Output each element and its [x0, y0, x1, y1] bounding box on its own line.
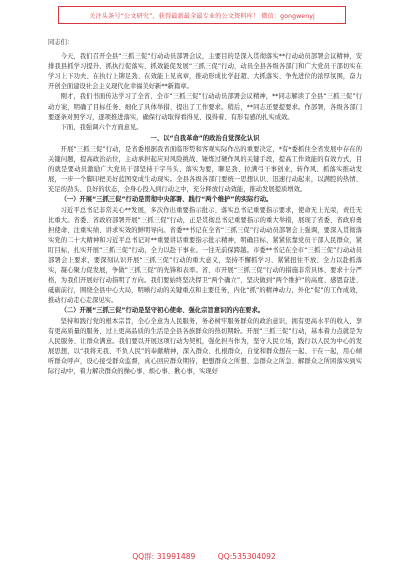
subsection-1-paragraph: 习近平总书记非常关心**发展，多次作出重要指示批示、落实总书记重要指示要求，使命无上光荣，责任无比重大。省委、省政府部署开展“三抓三促”行动，正是贯彻总书记重要指示的重大举措，展现了省委、省政府勇担使命、注重实绩、讲求实效的鲜明导向。省委**书记在全省“三抓三促”行动动员部署会上强调，要深入贯彻落实党的二十大精神和习近平总书记对**重要讲话重要指示批示精神，明确目标、紧紧依靠党员干部人民群众，紧盯目标，扎实开展“三抓三促”行动，全力以赴干事业。一往无前保跨越。市委**书记在全市“三抓三促”行动动员部署会上要求，要深刻认识开展“三抓三促”行动的重大意义，坚持不懈抓学习、紧紧扭住不放、全力以赴抓落实，凝心聚力促发展，争做“三抓三促”的先锋和表率。省、市开展“三抓三促”行动的措施非常具体、要求十分严格，为我们开展好行动指明了方向。我们要始终坚决捍卫“两个确立”、坚决做到“两个维护”的高度、感恩奋进、砥砺前行，围绕全县中心大局，明晰行动的关键重点和主要任务，内化“抓”的精神动力，外化“促”的工作成效，推动行动走心走深见实。 [48, 206, 362, 305]
subsection-title-2: （二）开展“三抓三促”行动是坚守初心使命、强化宗旨意识的内在要求。 [60, 307, 265, 315]
document-body [48, 38, 362, 377]
paragraph-outline: 下面，我强调六个方面意见。 [60, 123, 143, 131]
section-title-1: 一、以“自我革命”的政治自觉深化认识 [150, 134, 260, 142]
footer-qq: QQ:535304092 [217, 552, 276, 561]
paragraph-review: 刚才，我们书面传达学习了全省、全市“三抓三促”行动动员部署会议精神，**同志解读了全县“三抓三促”行动方案，明确了目标任务、细化了具体举措、提出了工作要求。稍后，**同志还要提要求。作部署，各级各部门要逐条对照学习，逐项推进落实，确保行动取得看得见、摸得着、有形有感的扎实成效。 [48, 93, 362, 121]
header-banner [58, 6, 346, 24]
section-1-paragraph: 开展“三抓三促”行动，是省委根据我省面临形势和客观实际作出的重要决定，*有*委抓住全省发展中存在的关键问题，提高政治站位，主动承担起应对风险挑战、锤炼过硬作风的关键手段，提高工作效能的有效方式，目的就是要动员激励广大党员干部坚持干字当头、落实为要，聊足劲、拉满弓干事创业，转作风、抓落实推动发展，一步一个脚印把美好蓝图变成生动现实。全县各级各部门要统一思想认识、迅速行动起来，以满腔的热情、充足的劲头、良好的状态，全身心投入到行动之中，充分释放行动效能，推动发展提质增效。 [48, 145, 362, 194]
banner-text: 关注头条号“公文研究”，获得最新最全最专业的公文资料库！ 微信：gongwenyj [89, 12, 315, 20]
footer-qq-group: QQ群: 31991489 [132, 552, 196, 561]
footer-contact [0, 551, 408, 562]
subsection-2-paragraph: 坚持和践行党的根本宗旨，全心全意为人民服务，务必树牢服务群众的政治意识，拥有更高水平的收入、享有更高质量的服务、过上更高品质的生活是全县各族群众的热切期盼。开展“三抓三促”行动，基本着力点就是为人民服务、让群众满意。我们要以开展这项行动为契机，强化担当作为，坚守人民立场，践行以人民为中心的发展思想，以“我将无我、不负人民”的奉献精神，深入群众、扎根群众，自觉和群众想在一起、干在一起，用心倾听群众呼声，设心接受群众监督，真心回应群众期待，把想群众之所想、急群众之所急、解群众之所困落实到实际行动中，着力解决群众的操心事、烦心事、揪心事，实现好 [48, 317, 362, 375]
paragraph-intro: 今天，我们召开全县“三抓三促”行动动员部署会议，主要目的是深入贯彻落实**行动动员部署会议精神，安排我县抓学习提升、抓执行促落实、抓效能促发展“三抓三促”行动，动员全县各级各部门和广大党员干部切实在学习上下功夫、在执行上铆足劲、在效能上见真章，推动形成比学赶超、大抓落实、争先进位的浓厚氛围，奋力开创全面建设社会主义现代化幸福美好新**新篇章。 [48, 53, 362, 91]
greeting: 同志们： [48, 39, 74, 46]
subsection-title-1: （一）开展“三抓三促”行动是贯彻中央部署、践行“两个维护”的实际行动。 [60, 196, 273, 204]
